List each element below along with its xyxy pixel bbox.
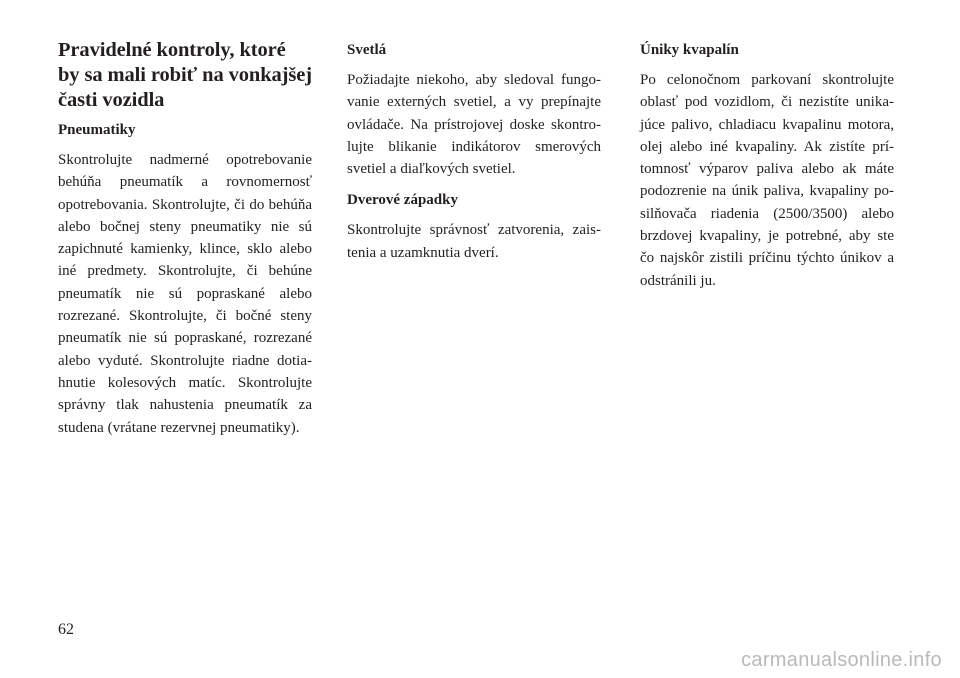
section-text-lights: Požiadajte niekoho, aby sledoval fungovanie externých svetiel, a vy prepínajte ovládače. Na prístrojovej doske skontrolujte blikanie indikátorov smerových svetiel a diaľkových svetiel. [347,72,601,178]
section-heading-fluid-leaks: Úniky kvapalín [640,42,739,58]
page-number: 62 [58,621,74,638]
page-title: Pravidelné kontroly, ktoré by sa mali robiť na vonkajšej časti vozidla [58,39,313,111]
section-text-door-latches: Skontrolujte správnosť zatvorenia, zaistenia a uzamknutia dverí. [347,222,601,261]
watermark: carmanualsonline.info [741,649,942,671]
column-right [640,38,894,300]
section-text-tires: Skontrolujte nadmerné opotrebovanie behúňa pneumatík a rovnomernosť opotrebovania. Skontrolujte, či do behúňa alebo bočnej steny pneumatiky nie sú zapichnuté kamienky, klince, sklo alebo iné predmety. Skontrolujte, či behúne pneumatík nie sú popraskané alebo rozrezané. Skontrolujte, či bočné steny pneumatík nie sú popraskané, rozrezané alebo vyduté. Skontrolujte riadne dotiahnutie kolesových matíc. Skontrolujte správny tlak nahustenia pneumatík za studena (vrátane rezervnej pneumatiky). [58,152,312,436]
section-heading-tires: Pneumatiky [58,122,136,138]
section-text-fluid-leaks: Po celonočnom parkovaní skontrolujte oblasť pod vozidlom, či nezistíte unikajúce palivo, chladiacu kvapalinu motora, olej alebo iné kvapaliny. Ak zistíte prítomnosť výparov paliva alebo ak máte podozrenie na únik paliva, kvapaliny posilňovača riadenia (2500/3500) alebo brzdovej kvapaliny, je potrebné, aby ste čo najskôr zistili príčinu týchto únikov a odstránili ju. [640,72,894,289]
section-heading-lights: Svetlá [347,42,387,58]
section-heading-door-latches: Dverové západky [347,192,458,209]
column-left [58,38,312,447]
column-middle [347,38,601,272]
